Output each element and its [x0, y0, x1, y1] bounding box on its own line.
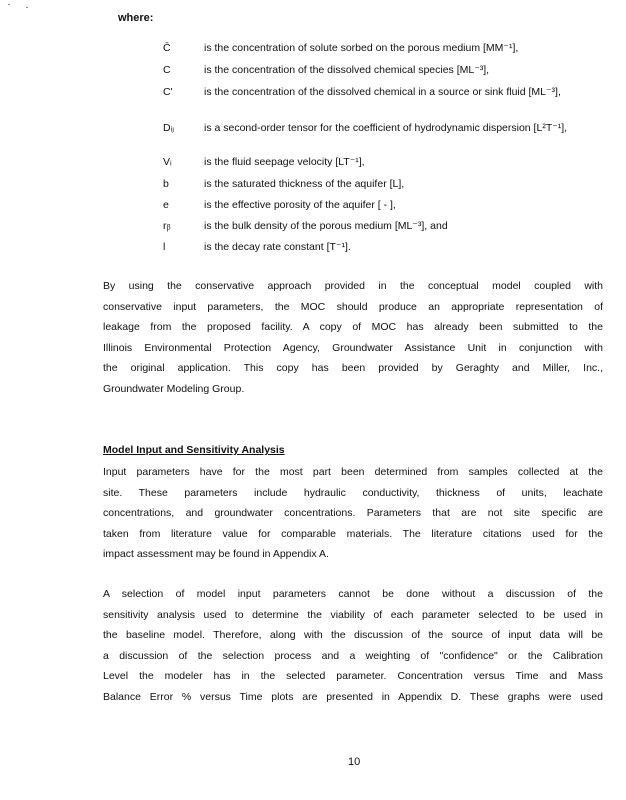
paragraph-line: Input parameters have for the most part been determined from samples collected at the — [103, 466, 603, 478]
definition-text: is the bulk density of the porous medium [ML⁻³], and — [204, 220, 448, 232]
intro-paragraph — [103, 276, 603, 399]
definition-text: is a second-order tensor for the coefficient of hydrodynamic dispersion [L²T⁻¹], — [204, 122, 568, 134]
paragraph-line: the baseline model. Therefore, along with the discussion of the source of input data will be — [103, 629, 603, 641]
paragraph-line: Illinois Environmental Protection Agency, Groundwater Assistance Unit in conjunction with — [103, 341, 603, 354]
sensitivity-paragraph — [103, 584, 603, 707]
paragraph-line: Balance Error % versus Time plots are presented in Appendix D. These graphs were used — [103, 690, 603, 703]
definition-symbol: Dᵢⱼ — [163, 122, 175, 134]
paragraph-line: A selection of model input parameters cannot be done without a discussion of the — [103, 588, 603, 600]
paragraph-line: concentrations, and groundwater concentrations. Parameters that are not site specific are — [103, 507, 603, 519]
definition-symbol: rᵦ — [163, 220, 171, 232]
section-heading: Model Input and Sensitivity Analysis — [103, 444, 285, 456]
paragraph-line: the original application. This copy has been provided by Geraghty and Miller, Inc., — [103, 362, 603, 374]
definition-symbol: Vᵢ — [163, 156, 172, 168]
definition-symbol: C' — [163, 86, 173, 98]
paragraph-line: By using the conservative approach provided in the conceptual model coupled with — [103, 280, 603, 292]
paragraph-line: conservative input parameters, the MOC should produce an appropriate representation of — [103, 300, 603, 313]
definition-text: is the fluid seepage velocity [LT⁻¹], — [204, 156, 365, 168]
paragraph-line: sensitivity analysis used to determine the viability of each parameter selected to be used in — [103, 608, 603, 621]
definition-symbol: C̄ — [163, 42, 171, 54]
paragraph-line: a discussion of the selection process and a weighting of "confidence" or the Calibration — [103, 649, 603, 662]
page-number: 10 — [348, 756, 361, 768]
definition-symbol: l — [163, 241, 166, 253]
definition-symbol: C — [163, 64, 171, 76]
where-label: where: — [118, 12, 154, 24]
definition-text: is the effective porosity of the aquifer [ - ], — [204, 199, 396, 211]
definition-text: is the concentration of the dissolved chemical in a source or sink fluid [ML⁻³], — [204, 86, 561, 98]
definition-text: is the concentration of the dissolved chemical species [ML⁻³], — [204, 64, 490, 76]
definition-text: is the concentration of solute sorbed on the porous medium [MM⁻¹], — [204, 42, 519, 54]
paragraph-line: taken from literature value for comparable materials. The literature citations used for the — [103, 527, 603, 540]
paragraph-line: Level the modeler has in the selected parameter. Concentration versus Time and Mass — [103, 670, 603, 682]
input-parameters-paragraph — [103, 462, 603, 565]
definition-text: is the decay rate constant [T⁻¹]. — [204, 241, 351, 253]
scan-speck — [26, 7, 28, 8]
definition-symbol: e — [163, 199, 169, 211]
paragraph-line: site. These parameters include hydraulic conductivity, thickness of units, leachate — [103, 486, 603, 499]
paragraph-line: leakage from the proposed facility. A copy of MOC has already been submitted to the — [103, 321, 603, 333]
definition-text: is the saturated thickness of the aquifer [L], — [204, 178, 405, 190]
scan-speck — [8, 4, 10, 5]
paragraph-line: impact assessment may be found in Appendix A. — [103, 548, 329, 560]
definition-symbol: b — [163, 178, 169, 190]
paragraph-line: Groundwater Modeling Group. — [103, 382, 245, 395]
